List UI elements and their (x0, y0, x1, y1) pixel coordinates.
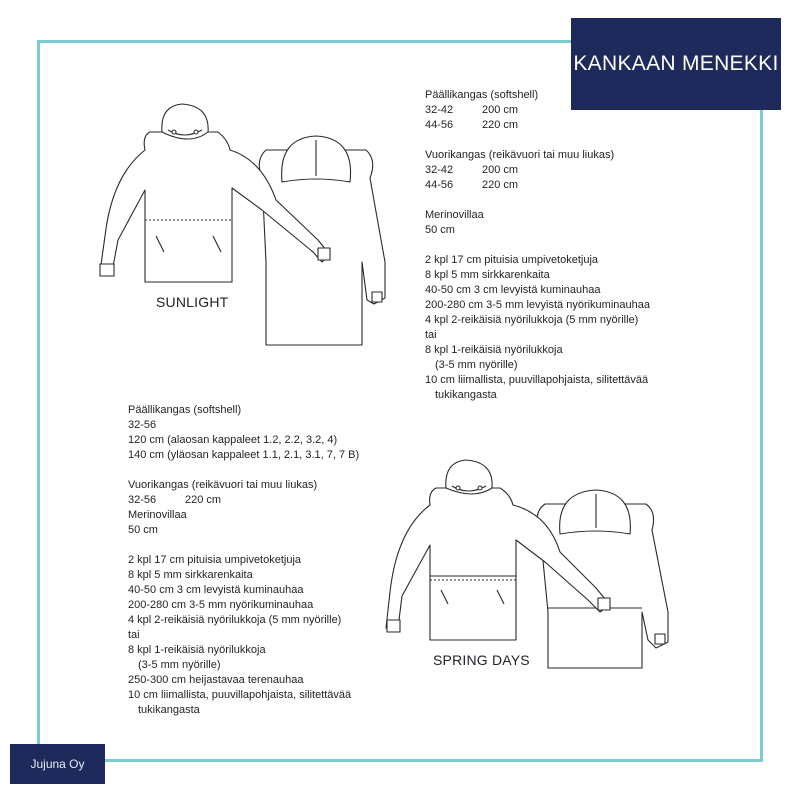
sunlight-lining-fabric (425, 148, 650, 193)
spring-days-merino (128, 508, 359, 538)
notion-item: tai (425, 329, 437, 341)
spring-days-lining-fabric (128, 478, 359, 508)
notion-item: 250-300 cm heijastavaa terenauhaa (128, 674, 304, 686)
size-range: 32-56 (128, 494, 157, 506)
notion-item: 4 kpl 2-reikäisiä nyörilukkoja (5 mm nyörille) (128, 614, 342, 626)
size-range: 32-42 (425, 104, 454, 116)
size-row (425, 118, 650, 133)
sunlight-main-fabric (425, 88, 650, 133)
merino-amount: 50 cm (425, 224, 455, 236)
spring-days-notions (128, 553, 359, 718)
notion-item: 40-50 cm 3 cm levyistä kuminauhaa (128, 584, 304, 596)
notion-item: 40-50 cm 3 cm levyistä kuminauhaa (425, 284, 601, 296)
notion-item: 10 cm liimallista, puuvillapohjaista, silitettävää (128, 689, 352, 701)
size-row (425, 178, 650, 193)
sunlight-fabric-list (425, 88, 650, 403)
fabric-amount: 220 cm (185, 494, 222, 506)
notion-item: 8 kpl 5 mm sirkkarenkaita (128, 569, 253, 581)
notion-item: tai (128, 629, 140, 641)
notion-item: 10 cm liimallista, puuvillapohjaista, silitettävää (425, 374, 649, 386)
notion-item: 8 kpl 1-reikäisiä nyörilukkoja (425, 344, 563, 356)
size-row (425, 103, 650, 118)
notion-item: 2 kpl 17 cm pituisia umpivetoketjuja (128, 554, 302, 566)
notion-item: 4 kpl 2-reikäisiä nyörilukkoja (5 mm nyörille) (425, 314, 639, 326)
merino-amount: 50 cm (128, 524, 158, 536)
page-title-text: KANKAAN MENEKKI (573, 52, 779, 75)
spring-days-fabric-list (128, 403, 359, 718)
notion-item: 2 kpl 17 cm pituisia umpivetoketjuja (425, 254, 599, 266)
fabric-amount: 200 cm (482, 164, 519, 176)
merino-heading: Merinovillaa (425, 209, 484, 221)
size-row (425, 163, 650, 178)
notion-item: 200-280 cm 3-5 mm levyistä nyörikuminauhaa (425, 299, 650, 311)
notion-item: 8 kpl 5 mm sirkkarenkaita (425, 269, 550, 281)
sunlight-label: SUNLIGHT (156, 294, 229, 310)
notion-item: 8 kpl 1-reikäisiä nyörilukkoja (128, 644, 266, 656)
notion-item: 200-280 cm 3-5 mm nyörikuminauhaa (128, 599, 314, 611)
spring-days-label: SPRING DAYS (433, 652, 530, 668)
spring-days-back-drawing (537, 490, 668, 668)
size-range: 44-56 (425, 179, 454, 191)
notion-item: tukikangasta (138, 704, 200, 716)
notion-item: (3-5 mm nyörille) (138, 659, 221, 671)
sunlight-notions (425, 253, 650, 403)
brand-name: Jujuna Oy (30, 757, 85, 771)
spring-days-main-fabric (128, 403, 359, 463)
fabric-amount: 200 cm (482, 104, 519, 116)
notion-item: (3-5 mm nyörille) (435, 359, 518, 371)
main-fabric-heading: Päällikangas (softshell) (425, 89, 539, 101)
fabric-amount: 220 cm (482, 119, 519, 131)
sunlight-merino (425, 208, 650, 238)
sunlight-back-drawing (259, 136, 385, 345)
size-range: 44-56 (425, 119, 454, 131)
merino-heading: Merinovillaa (128, 509, 187, 521)
fabric-amount: 220 cm (482, 179, 519, 191)
brand-badge (10, 744, 105, 784)
lining-heading: Vuorikangas (reikävuori tai muu liukas) (425, 149, 615, 161)
fabric-amount: 120 cm (alaosan kappaleet 1.2, 2.2, 3.2, 4) (128, 434, 338, 446)
fabric-amount: 140 cm (yläosan kappaleet 1.1, 2.1, 3.1, 7, 7 B) (128, 449, 360, 461)
notion-item: tukikangasta (435, 389, 497, 401)
lining-heading: Vuorikangas (reikävuori tai muu liukas) (128, 479, 318, 491)
main-fabric-heading: Päällikangas (softshell) (128, 404, 242, 416)
size-row (128, 493, 359, 508)
size-range: 32-56 (128, 419, 157, 431)
size-range: 32-42 (425, 164, 454, 176)
